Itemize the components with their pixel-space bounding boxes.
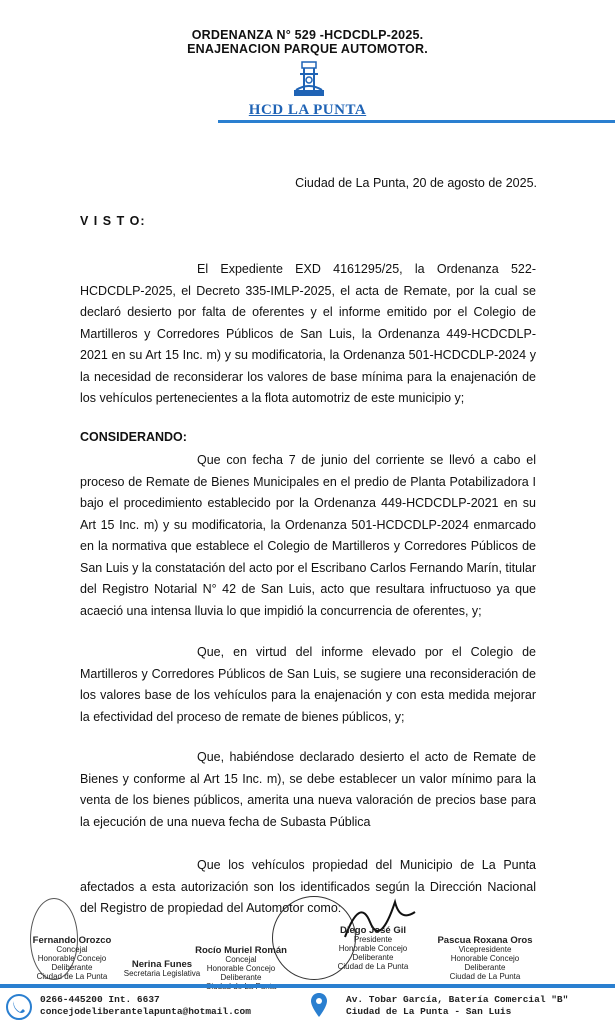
footer-address: [346, 994, 568, 1018]
considerando-text-4: Que los vehículos propiedad del Municipio de La Punta afectados a esta autorización son los identificados según la Dirección Nacional del Registro de propiedad del Automotor como:: [80, 858, 536, 915]
signatures-area: [0, 898, 615, 988]
hcd-logo-icon: [292, 60, 326, 100]
signature-block: Pascua Roxana Oros Vicepresidente Honorable Concejo Deliberante Ciudad de La Punta: [437, 935, 533, 981]
signature-block: Diego José Gil Presidente Honorable Concejo Deliberante Ciudad de La Punta: [337, 925, 409, 971]
footer-rule: [0, 984, 615, 988]
considerando-paragraph-1: [80, 450, 536, 622]
phone-icon: [6, 994, 32, 1020]
logo-text: HCD LA PUNTA: [248, 102, 367, 118]
footer-contact: [40, 994, 251, 1018]
document-title: [0, 28, 615, 56]
signature-block: Nerina Funes Secretaria Legislativa: [123, 959, 201, 978]
considerando-heading: CONSIDERANDO:: [80, 430, 187, 444]
signature-block: Fernando Orozco Concejal Honorable Concejo Deliberante Ciudad de La Punta: [32, 935, 112, 981]
footer-email: concejodeliberantelapunta@hotmail.com: [40, 1006, 251, 1017]
footer-address-line-1: Av. Tobar García, Batería Comercial "B": [346, 994, 569, 1005]
header-rule: [218, 120, 615, 123]
document-date: Ciudad de La Punta, 20 de agosto de 2025.: [295, 176, 537, 190]
considerando-text-2: Que, en virtud del informe elevado por el Colegio de Martilleros y Corredores Públicos de San Luis, se sugiere una reconsideración de los valores base de los vehículos para la enajenación y con esta medida mejorar la efectividad del proceso de remate de bienes públicos, y;: [80, 645, 536, 724]
considerando-paragraph-3: [80, 747, 536, 833]
footer: [0, 990, 615, 1024]
footer-phone: 0266-445200 Int. 6637: [40, 994, 160, 1005]
visto-heading: V I S T O:: [80, 214, 146, 228]
visto-text: El Expediente EXD 4161295/25, la Ordenanza 522-HCDCDLP-2025, el Decreto 335-IMLP-2025, el acta de Remate, por la cual se declaró desierto por falta de oferentes y el informe emitido por el Colegio de Martilleros y Corredores Públicos de San Luis, la Ordenanza 449-HCDCDLP-2021 en su Art 15 Inc. m) y su modificatoria, la Ordenanza 501-HCDCDLP-2024 y la necesidad de reconsiderar los valores de base mínima para la enajenación de los vehículos pertenecientes a la flota automotriz de este municipio y;: [80, 262, 536, 405]
considerando-text-1: Que con fecha 7 de junio del corriente se llevó a cabo el proceso de Remate de Bienes Municipales en el predio de Planta Potabilizadora I bajo el procedimiento establecido por la Ordenanza 449-HCDCDLP-2021 en su Art 15 Inc. m) y su modificatoria, la Ordenanza 501-HCDCDLP-2024 enmarcado en la normativa que establece el Colegio de Martilleros y Corredores Públicos de San Luis y la constatación del acto por el Escribano Carlos Fernando Marín, titular del Registro Notarial N° 42 de San Luis, acto que resultara infructuoso ya que acaeció una intensa lluvia lo que impidió la concurrencia de oferentes, y;: [80, 453, 536, 618]
considerando-paragraph-2: [80, 642, 536, 728]
visto-paragraph: [80, 259, 536, 410]
title-line-1: ORDENANZA N° 529 -HCDCDLP-2025.: [191, 28, 424, 42]
considerando-text-3: Que, habiéndose declarado desierto el acto de Remate de Bienes y conforme al Art 15 Inc. m), se debe establecer un valor mínimo para la venta de los bienes públicos, amerita una nueva valoración de precios base para la ejecución de una nueva fecha de Subasta Pública: [80, 750, 536, 829]
location-pin-icon: [310, 992, 328, 1018]
signature-block: Rocío Muriel Román Concejal Honorable Concejo Deliberante: [195, 945, 287, 982]
title-line-2: ENAJENACION PARQUE AUTOMOTOR.: [187, 42, 428, 56]
footer-address-line-2: Ciudad de La Punta - San Luis: [346, 1006, 512, 1017]
